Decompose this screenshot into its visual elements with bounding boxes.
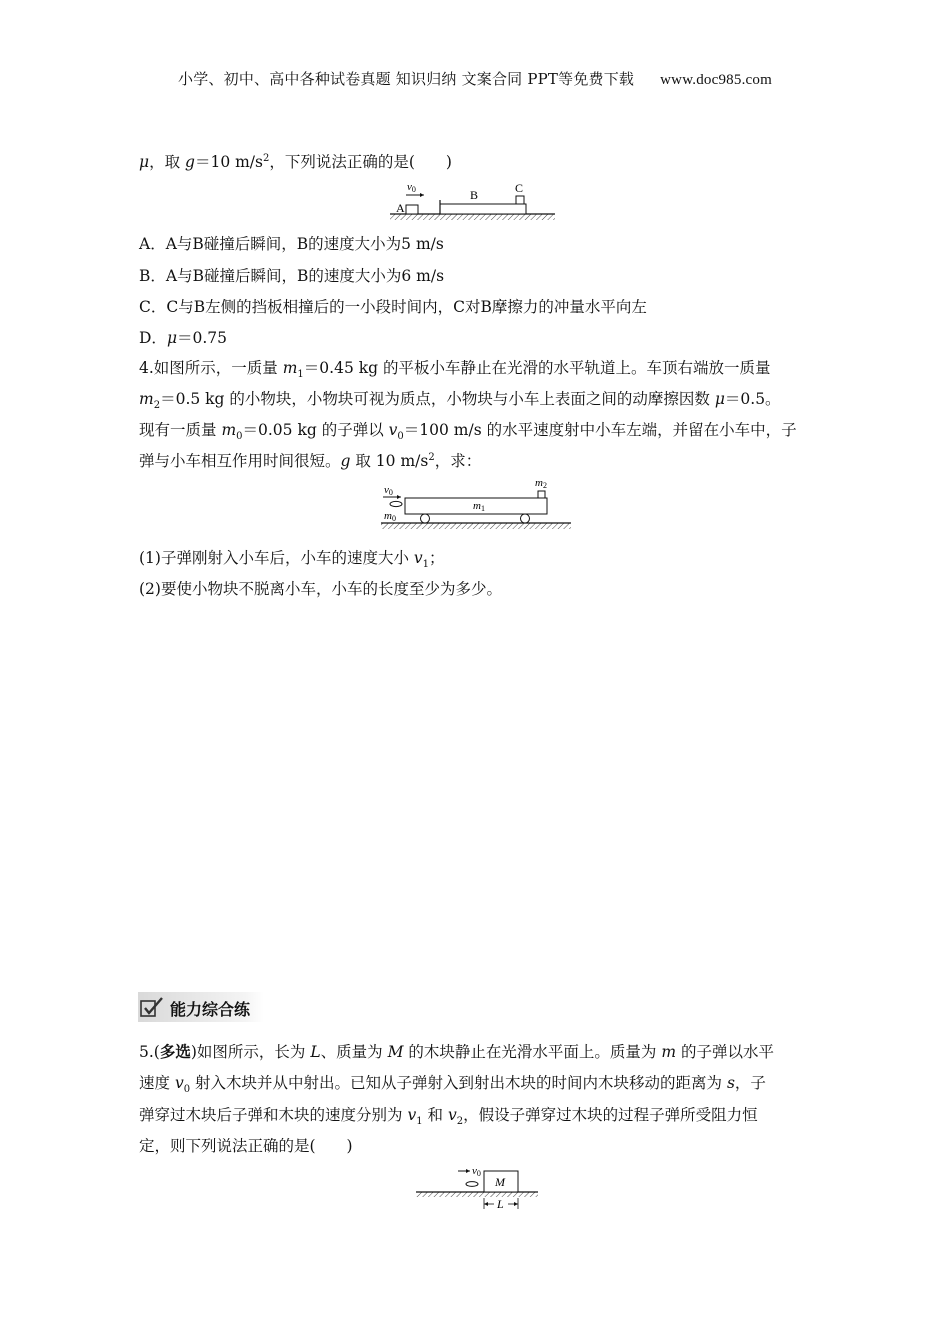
label-c: C — [515, 181, 524, 195]
q3-option-b: B．A与B碰撞后瞬间，B的速度大小为6 m/s — [139, 267, 445, 285]
label-v0: v0 — [384, 484, 393, 497]
block-a — [406, 205, 418, 214]
q4-line1: 4.如图所示，一质量 $m_1=0.45$ kg 的平板小车静止在光滑的水平轨道上。车顶右端放一质量 — [139, 359, 771, 381]
page-header — [0, 68, 950, 89]
q4-line3: 现有一质量 $m_0=0.05$ kg 的子弹以 $v_0=100$ m/s 的水平速度射中小车左端，并留在小车中，子 — [139, 421, 797, 443]
q5-line3: 弹穿过木块后子弹和木块的速度分别为 $v_1$ 和 $v_2$，假设子弹穿过木块的过程子弹所受阻力恒 — [139, 1106, 758, 1128]
label-m0: m0 — [384, 510, 396, 523]
check-icon — [140, 996, 164, 1018]
header-text: 小学、初中、高中各种试卷真题 知识归纳 文案合同 PPT等免费下载 — [178, 70, 635, 88]
q5-line1: 5.(多选)如图所示，长为 L、质量为 M 的木块静止在光滑水平面上。质量为 m 的子弹以水平 — [139, 1043, 774, 1061]
label-v0: v0 — [472, 1165, 481, 1178]
block-c — [516, 196, 524, 204]
q4-figure — [375, 474, 575, 530]
header-site: www.doc985.com — [660, 72, 772, 88]
q5-line4: 定，则下列说法正确的是( ) — [139, 1137, 353, 1155]
wheel-right — [521, 514, 530, 523]
q3-figure — [380, 178, 565, 220]
q4-sub1: (1)子弹刚射入小车后，小车的速度大小 $v_1$； — [139, 549, 445, 571]
label-b: B — [470, 188, 479, 202]
label-M: M — [495, 1175, 505, 1189]
q3-option-d: D．μ＝0.75 — [139, 329, 228, 347]
label-a: A — [396, 201, 405, 215]
label-L: L — [497, 1197, 504, 1211]
bullet — [390, 501, 402, 506]
q3-stem-tail: μ，取 g＝10 $m/s^2$，下列说法正确的是( ) — [139, 152, 452, 171]
bullet — [466, 1182, 478, 1187]
board-b — [440, 204, 526, 214]
section-title: 能力综合练 — [170, 1000, 251, 1019]
label-m1: m1 — [473, 500, 485, 513]
q3-option-c: C．C与B左侧的挡板相撞后的一小段时间内，C对B摩擦力的冲量水平向左 — [139, 298, 647, 316]
q5-figure — [412, 1162, 542, 1212]
q5-line2: 速度 $v_0$ 射入木块并从中射出。已知从子弹射入到射出木块的时间内木块移动的距离为 s，子 — [139, 1074, 766, 1096]
q4-line4: 弹与小车相互作用时间很短。g 取 10 $m/s^2$，求： — [139, 451, 482, 470]
label-m2: m2 — [535, 477, 547, 490]
wheel-left — [421, 514, 430, 523]
q4-line2: $m_2=0.5$ kg 的小物块，小物块可视为质点，小物块与小车上表面之间的动摩擦因数 μ＝0.5。 — [139, 390, 781, 412]
section-header — [138, 992, 264, 1022]
q3-option-a: A．A与B碰撞后瞬间，B的速度大小为5 m/s — [139, 235, 444, 253]
q4-sub2: (2)要使小物块不脱离小车，小车的长度至少为多少。 — [139, 580, 502, 598]
label-v0: v0 — [407, 181, 416, 194]
block-m2 — [538, 491, 545, 498]
